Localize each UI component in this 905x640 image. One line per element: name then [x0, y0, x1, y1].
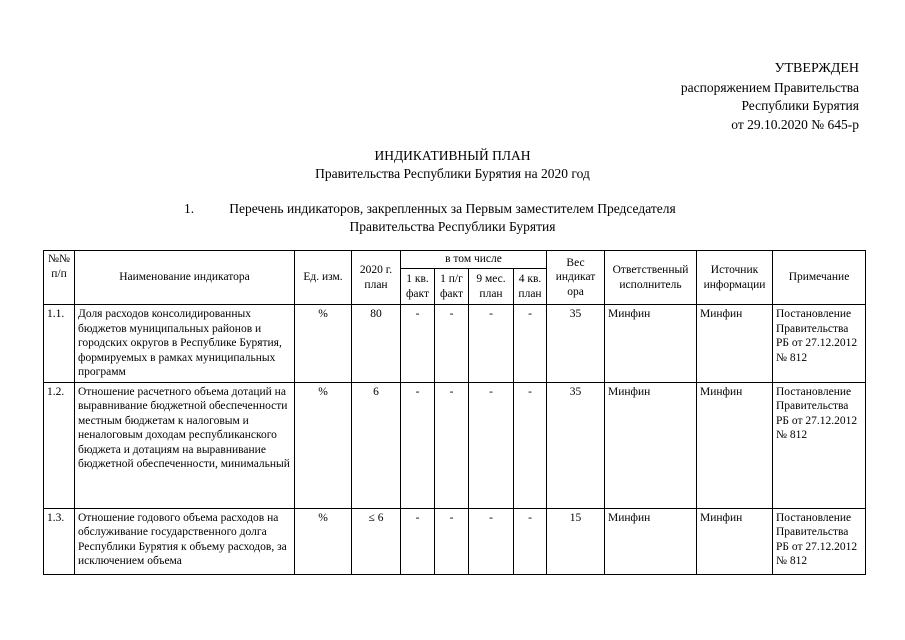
- header-weight: Вес индикат ора: [547, 251, 605, 305]
- row-indicator-name: Отношение годового объема расходов на обслуживание государственного долга Республики Бурятия к объему расходов, за исключением объема: [75, 508, 295, 574]
- row-note: Постановление Правительства РБ от 27.12.2012 № 812: [773, 508, 866, 574]
- row-h1: -: [435, 305, 469, 383]
- section-heading: [0, 200, 905, 235]
- row-plan: 6: [352, 382, 401, 508]
- header-source: Источник информации: [697, 251, 773, 305]
- row-h1: -: [435, 382, 469, 508]
- header-number: №№ п/п: [44, 251, 75, 305]
- row-9m: -: [469, 382, 514, 508]
- row-note: Постановление Правительства РБ от 27.12.2012 № 812: [773, 382, 866, 508]
- header-indicator-name: Наименование индикатора: [75, 251, 295, 305]
- table-header: [44, 251, 866, 305]
- table-row: [44, 508, 866, 574]
- approval-block: [681, 60, 859, 134]
- row-note: Постановление Правительства РБ от 27.12.2012 № 812: [773, 305, 866, 383]
- row-number: 1.2.: [44, 382, 75, 508]
- row-q1: -: [401, 305, 435, 383]
- row-source: Минфин: [697, 305, 773, 383]
- document-subtitle: Правительства Республики Бурятия на 2020 год: [315, 166, 590, 181]
- approval-line-2: Республики Бурятия: [741, 98, 859, 113]
- header-plan-2020: 2020 г. план: [352, 251, 401, 305]
- table-row: [44, 305, 866, 383]
- row-number: 1.3.: [44, 508, 75, 574]
- section-title-line-1: Перечень индикаторов, закрепленных за Первым заместителем Председателя: [229, 201, 676, 216]
- row-plan: 80: [352, 305, 401, 383]
- approval-line-1: распоряжением Правительства: [680, 79, 859, 95]
- approval-line-3: от 29.10.2020 № 645-р: [731, 116, 859, 132]
- row-unit: %: [295, 382, 352, 508]
- header-h1-fact: 1 п/г факт: [435, 269, 469, 305]
- header-q4-plan: 4 кв. план: [514, 269, 547, 305]
- row-q4: -: [514, 305, 547, 383]
- table-row: [44, 382, 866, 508]
- row-number: 1.1.: [44, 305, 75, 383]
- row-executor: Минфин: [605, 305, 697, 383]
- row-unit: %: [295, 305, 352, 383]
- row-9m: -: [469, 305, 514, 383]
- row-executor: Минфин: [605, 382, 697, 508]
- row-source: Минфин: [697, 508, 773, 574]
- row-q4: -: [514, 382, 547, 508]
- row-weight: 15: [547, 508, 605, 574]
- row-q4: -: [514, 508, 547, 574]
- row-h1: -: [435, 508, 469, 574]
- header-including: в том числе: [401, 251, 547, 269]
- row-weight: 35: [547, 382, 605, 508]
- document-title: ИНДИКАТИВНЫЙ ПЛАН: [374, 148, 531, 163]
- document-titles: [0, 147, 905, 183]
- row-indicator-name: Доля расходов консолидированных бюджетов муниципальных районов и городских округов в Республике Бурятия, формируемых в рамках муниципальных программ: [75, 305, 295, 383]
- row-q1: -: [401, 508, 435, 574]
- indicator-table: [43, 250, 866, 575]
- row-unit: %: [295, 508, 352, 574]
- row-source: Минфин: [697, 382, 773, 508]
- header-9m-plan: 9 мес. план: [469, 269, 514, 305]
- row-indicator-name: Отношение расчетного объема дотаций на выравнивание бюджетной обеспеченности местным бюджетам к налоговым и неналоговым доходам республиканского бюджета и дотациям на выравнивание бюджетной обеспеченности, минимальный: [75, 382, 295, 508]
- approval-heading: УТВЕРЖДЕН: [774, 61, 859, 76]
- header-unit: Ед. изм.: [295, 251, 352, 305]
- row-executor: Минфин: [605, 508, 697, 574]
- header-note: Примечание: [773, 251, 866, 305]
- row-9m: -: [469, 508, 514, 574]
- row-q1: -: [401, 382, 435, 508]
- row-plan: ≤ 6: [352, 508, 401, 574]
- row-weight: 35: [547, 305, 605, 383]
- header-executor: Ответственный исполнитель: [605, 251, 697, 305]
- section-number: 1.: [184, 201, 195, 216]
- header-q1-fact: 1 кв. факт: [401, 269, 435, 305]
- section-title-line-2: Правительства Республики Бурятия: [349, 218, 556, 234]
